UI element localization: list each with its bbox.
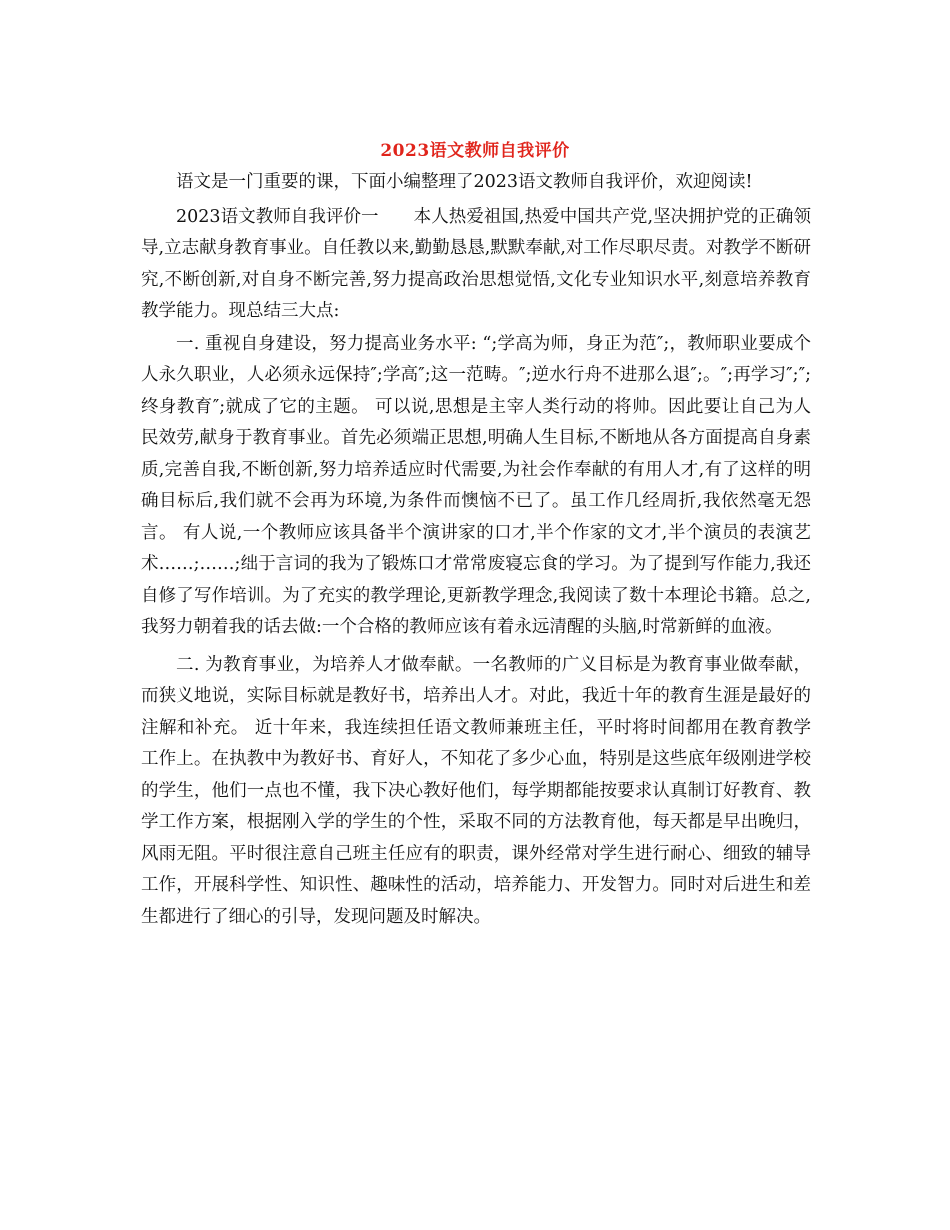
intro-paragraph: 语文是一门重要的课，下面小编整理了2023语文教师自我评价，欢迎阅读! bbox=[176, 172, 753, 192]
self-evaluation-paragraph: 2023语文教师自我评价一 本人热爱祖国,热爱中国共产党,坚决拥护党的正确领导,立志献身教育事业。自任教以来,勤勤恳恳,默默奉献,对工作尽职尽责。对教学不断研究,不断创新,对自身不断完善,努力提高政治思想觉悟,文化专业知识水平,刻意培养教育教学能力。现总结三大点: bbox=[141, 206, 811, 321]
document-body bbox=[141, 167, 811, 934]
point-two-paragraph: 二. 为教育事业，为培养人才做奉献。一名教师的广义目标是为教育事业做奉献，而狭义地说，实际目标就是教好书，培养出人才。对此，我近十年的教育生涯是最好的注解和补充。 近十年来，我连续担任语文教师兼班主任，平时将时间都用在教育教学工作上。在执教中为教好书、育好人，不知花了多少心血，特别是这些底年级刚进学校的学生，他们一点也不懂，我下决心教好他们，每学期都能按要求认真制订好教育、教学工作方案，根据刚入学的学生的个性，采取不同的方法教育他，每天都是早出晚归，风雨无阻。平时很注意自己班主任应有的职责，课外经常对学生进行耐心、细致的辅导工作，开展科学性、知识性、趣味性的活动，培养能力、开发智力。同时对后进生和差生都进行了细心的引导，发现问题及时解决。 bbox=[141, 654, 811, 927]
document-title: 2023语文教师自我评价 bbox=[380, 141, 570, 161]
point-one-paragraph: 一. 重视自身建设，努力提高业务水平: “;学高为师，身正为范″;，教师职业要成个人永久职业，人必须永远保持″;学高″;这一范畴。″;逆水行舟不进那么退″;。″;再学习″;″;终身教育″;就成了它的主题。 可以说,思想是主宰人类行动的将帅。因此要让自己为人民效劳,献身于教育事业。首先必须端正思想,明确人生目标,不断地从各方面提高自身素质,完善自我,不断创新,努力培养适应时代需要,为社会作奉献的有用人才,有了这样的明确目标后,我们就不会再为环境,为条件而懊恼不已了。虽工作几经周折,我依然毫无怨言。 有人说,一个教师应该具备半个演讲家的口才,半个作家的文才,半个演员的表演艺术……;……;绌于言词的我为了锻炼口才常常废寝忘食的学习。为了提到写作能力,我还自修了写作培训。为了充实的教学理论,更新教学理念,我阅读了数十本理论书籍。总之,我努力朝着我的话去做:一个合格的教师应该有着永远清醒的头脑,时常新鲜的血液。 bbox=[141, 333, 811, 637]
